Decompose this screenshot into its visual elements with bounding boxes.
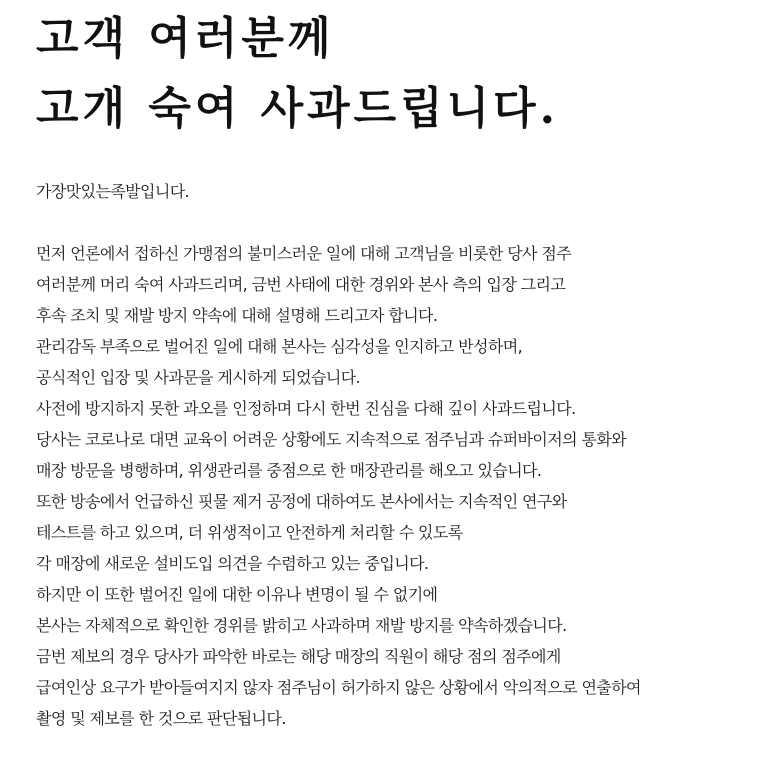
body-line: 매장 방문을 병행하며, 위생관리를 중점으로 한 매장관리를 해오고 있습니다. xyxy=(36,461,542,480)
body-line: 각 매장에 새로운 설비도입 의견을 수렴하고 있는 중입니다. xyxy=(36,554,429,573)
page-title xyxy=(36,4,559,144)
body-line: 하지만 이 또한 벌어진 일에 대한 이유나 변명이 될 수 없기에 xyxy=(36,585,438,604)
body-line: 금번 제보의 경우 당사가 파악한 바로는 해당 매장의 직원이 해당 점의 점주에게 xyxy=(36,647,561,666)
body-line: 급여인상 요구가 받아들여지지 않자 점주님이 허가하지 않은 상황에서 악의적으로 연출하여 xyxy=(36,678,641,697)
notice-body xyxy=(36,176,641,734)
body-line: 또한 방송에서 언급하신 핏물 제거 공정에 대하여도 본사에서는 지속적인 연구와 xyxy=(36,492,567,511)
body-line: 테스트를 하고 있으며, 더 위생적이고 안전하게 처리할 수 있도록 xyxy=(36,523,463,542)
title-line-1: 고객 여러분께 xyxy=(36,13,335,64)
body-line: 공식적인 입장 및 사과문을 게시하게 되었습니다. xyxy=(36,368,361,387)
body-line: 본사는 자체적으로 확인한 경위를 밝히고 사과하며 재발 방지를 약속하겠습니다. xyxy=(36,616,567,635)
body-line: 사전에 방지하지 못한 과오를 인정하며 다시 한번 진심을 다해 깊이 사과드립니다. xyxy=(36,399,576,418)
body-line: 먼저 언론에서 접하신 가맹점의 불미스러운 일에 대해 고객님을 비롯한 당사 점주 xyxy=(36,244,572,263)
body-line: 여러분께 머리 숙여 사과드리며, 금번 사태에 대한 경위와 본사 측의 입장 그리고 xyxy=(36,275,566,294)
body-line: 관리감독 부족으로 벌어진 일에 대해 본사는 심각성을 인지하고 반성하며, xyxy=(36,337,523,356)
greeting-line: 가장맛있는족발입니다. xyxy=(36,182,190,201)
body-line: 촬영 및 제보를 한 것으로 판단됩니다. xyxy=(36,709,286,728)
title-line-2: 고개 숙여 사과드립니다. xyxy=(36,83,559,134)
body-line: 후속 조치 및 재발 방지 약속에 대해 설명해 드리고자 합니다. xyxy=(36,306,438,325)
body-line: 당사는 코로나로 대면 교육이 어려운 상황에도 지속적으로 점주님과 슈퍼바이저의 통화와 xyxy=(36,430,627,449)
